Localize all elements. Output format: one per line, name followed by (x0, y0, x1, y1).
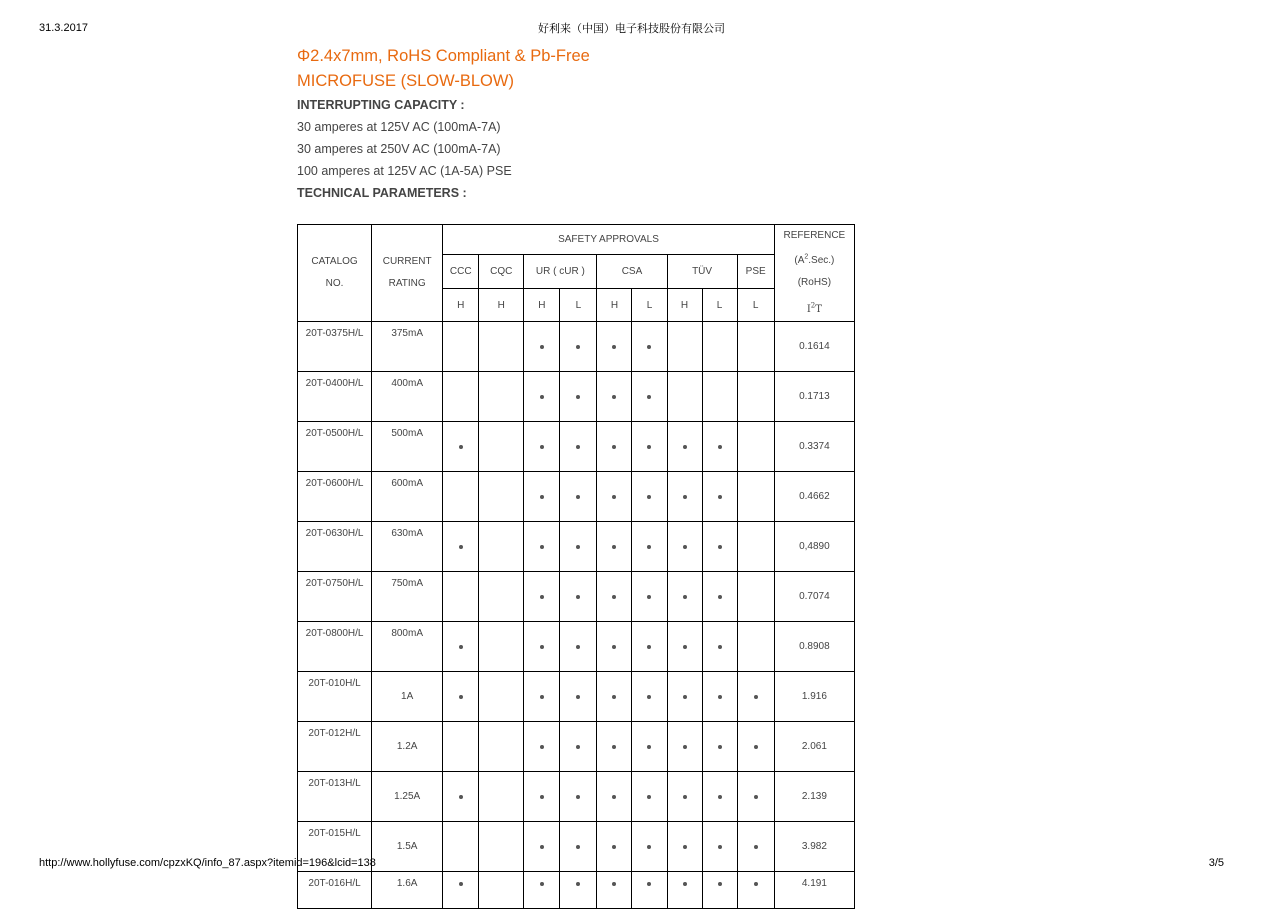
sub-label: L (702, 289, 737, 321)
catalog-number: 20T-0750H/L (298, 571, 372, 621)
agency-ur: UR ( cUR ) (524, 255, 597, 289)
approved-dot-icon (612, 545, 616, 549)
approval-cell (479, 821, 524, 871)
current-rating: 1.2A (372, 721, 443, 771)
table-row (298, 621, 855, 671)
approved-dot-icon (540, 445, 544, 449)
approval-cell (443, 721, 479, 771)
approval-cell (597, 621, 632, 671)
approval-cell (479, 721, 524, 771)
approval-cell (737, 421, 774, 471)
reference-value: 0.7074 (774, 571, 854, 621)
approval-cell (667, 321, 702, 371)
sub-label: L (560, 289, 597, 321)
approval-cell (560, 421, 597, 471)
current-header-line1: CURRENT (382, 255, 432, 267)
approval-cell (479, 871, 524, 908)
footer-url[interactable]: http://www.hollyfuse.com/cpzxKQ/info_87.aspx?itemid=196&lcid=138 (39, 857, 376, 869)
approval-cell (632, 821, 667, 871)
approval-cell (560, 621, 597, 671)
approved-dot-icon (612, 845, 616, 849)
current-rating: 1A (372, 671, 443, 721)
approval-cell (632, 521, 667, 571)
approval-cell (560, 671, 597, 721)
reference-i2t: $I^2T$ (806, 301, 822, 315)
approval-cell (560, 871, 597, 908)
current-rating: 630mA (372, 521, 443, 571)
approved-dot-icon (718, 445, 722, 449)
approval-cell (667, 571, 702, 621)
approved-dot-icon (683, 795, 687, 799)
approved-dot-icon (540, 495, 544, 499)
approval-cell (443, 571, 479, 621)
current-rating: 1.25A (372, 771, 443, 821)
interrupting-line: 100 amperes at 125V AC (1A-5A) PSE (297, 164, 512, 178)
table-row (298, 421, 855, 471)
approval-cell (702, 521, 737, 571)
approval-cell (443, 521, 479, 571)
approval-cell (524, 421, 560, 471)
approved-dot-icon (540, 795, 544, 799)
agency-csa: CSA (597, 255, 667, 289)
approval-cell (667, 771, 702, 821)
sub-label: L (737, 289, 774, 321)
product-subtitle: MICROFUSE (SLOW-BLOW) (297, 72, 514, 90)
approval-cell (737, 871, 774, 908)
approval-cell (667, 521, 702, 571)
approved-dot-icon (647, 595, 651, 599)
approved-dot-icon (612, 395, 616, 399)
approval-cell (597, 871, 632, 908)
approval-cell (702, 321, 737, 371)
reference-header (774, 225, 854, 322)
approval-cell (524, 371, 560, 421)
catalog-header-line2: NO. (325, 277, 344, 289)
approval-cell (737, 671, 774, 721)
approved-dot-icon (576, 545, 580, 549)
catalog-number: 20T-0600H/L (298, 471, 372, 521)
approval-cell (597, 771, 632, 821)
catalog-number: 20T-0400H/L (298, 371, 372, 421)
approved-dot-icon (540, 345, 544, 349)
approval-cell (524, 671, 560, 721)
approved-dot-icon (647, 845, 651, 849)
sub-label: H (443, 289, 479, 321)
approval-cell (667, 871, 702, 908)
approval-cell (667, 421, 702, 471)
approved-dot-icon (576, 695, 580, 699)
approval-cell (702, 871, 737, 908)
catalog-number: 20T-015H/L (298, 821, 372, 871)
approved-dot-icon (754, 845, 758, 849)
approved-dot-icon (718, 845, 722, 849)
approval-cell (737, 521, 774, 571)
approval-cell (443, 771, 479, 821)
approval-cell (597, 371, 632, 421)
approval-cell (597, 471, 632, 521)
approval-cell (479, 571, 524, 621)
product-title: Φ2.4x7mm, RoHS Compliant & Pb-Free (297, 47, 590, 65)
approval-cell (737, 571, 774, 621)
catalog-number: 20T-012H/L (298, 721, 372, 771)
approved-dot-icon (754, 882, 758, 886)
approval-cell (702, 421, 737, 471)
sub-label: H (667, 289, 702, 321)
approval-cell (737, 321, 774, 371)
approval-cell (443, 821, 479, 871)
agency-ccc: CCC (443, 255, 479, 289)
agency-cqc: CQC (479, 255, 524, 289)
table-row (298, 521, 855, 571)
reference-value: 1.916 (774, 671, 854, 721)
print-date: 31.3.2017 (39, 22, 88, 34)
page-number: 3/5 (1208, 857, 1224, 869)
table-row (298, 771, 855, 821)
approved-dot-icon (459, 882, 463, 886)
approval-cell (597, 521, 632, 571)
approved-dot-icon (683, 695, 687, 699)
approved-dot-icon (647, 445, 651, 449)
approved-dot-icon (683, 645, 687, 649)
approval-cell (524, 771, 560, 821)
approval-cell (667, 621, 702, 671)
table-row (298, 671, 855, 721)
approved-dot-icon (459, 795, 463, 799)
approved-dot-icon (754, 795, 758, 799)
approval-cell (667, 721, 702, 771)
approval-cell (632, 771, 667, 821)
approved-dot-icon (683, 445, 687, 449)
approved-dot-icon (647, 395, 651, 399)
approved-dot-icon (683, 745, 687, 749)
approval-cell (524, 521, 560, 571)
company-name: 好利来（中国）电子科技股份有限公司 (538, 22, 725, 35)
agency-tuv: TÜV (667, 255, 737, 289)
approved-dot-icon (647, 795, 651, 799)
approved-dot-icon (576, 882, 580, 886)
safety-approvals-header: SAFETY APPROVALS (443, 225, 775, 255)
approved-dot-icon (718, 495, 722, 499)
reference-value: 0.1713 (774, 371, 854, 421)
current-rating: 1.6A (372, 871, 443, 908)
interrupting-line: 30 amperes at 125V AC (100mA-7A) (297, 120, 501, 134)
table-row (298, 321, 855, 371)
reference-value: 2.061 (774, 721, 854, 771)
approved-dot-icon (612, 595, 616, 599)
current-rating: 800mA (372, 621, 443, 671)
current-rating: 750mA (372, 571, 443, 621)
approved-dot-icon (718, 745, 722, 749)
approval-cell (524, 571, 560, 621)
reference-value: 0.1614 (774, 321, 854, 371)
approved-dot-icon (683, 545, 687, 549)
current-rating: 400mA (372, 371, 443, 421)
approved-dot-icon (540, 695, 544, 699)
approval-cell (632, 471, 667, 521)
approval-cell (702, 721, 737, 771)
approval-cell (702, 571, 737, 621)
approved-dot-icon (683, 495, 687, 499)
catalog-number: 20T-0800H/L (298, 621, 372, 671)
approval-cell (479, 771, 524, 821)
approval-cell (597, 721, 632, 771)
approved-dot-icon (576, 795, 580, 799)
interrupting-heading: INTERRUPTING CAPACITY : (297, 98, 465, 112)
reference-value: 2.139 (774, 771, 854, 821)
technical-heading: TECHNICAL PARAMETERS : (297, 186, 467, 200)
approved-dot-icon (459, 545, 463, 549)
catalog-number: 20T-016H/L (298, 871, 372, 908)
approval-cell (632, 871, 667, 908)
approved-dot-icon (576, 495, 580, 499)
approved-dot-icon (647, 882, 651, 886)
approval-cell (443, 421, 479, 471)
approved-dot-icon (647, 345, 651, 349)
approved-dot-icon (459, 695, 463, 699)
approval-cell (560, 821, 597, 871)
approval-cell (560, 471, 597, 521)
approval-cell (632, 621, 667, 671)
approved-dot-icon (576, 645, 580, 649)
approval-cell (443, 671, 479, 721)
technical-parameters-table (297, 224, 855, 909)
approval-cell (597, 671, 632, 721)
approval-cell (702, 821, 737, 871)
approved-dot-icon (647, 745, 651, 749)
table-row (298, 571, 855, 621)
approval-cell (560, 721, 597, 771)
table-row (298, 871, 855, 908)
approval-cell (597, 421, 632, 471)
approval-cell (560, 771, 597, 821)
approved-dot-icon (718, 545, 722, 549)
sub-label: H (479, 289, 524, 321)
approved-dot-icon (683, 845, 687, 849)
approval-cell (479, 671, 524, 721)
current-header-line2: RATING (388, 277, 426, 289)
approval-cell (737, 771, 774, 821)
current-rating: 375mA (372, 321, 443, 371)
approval-cell (443, 371, 479, 421)
approved-dot-icon (718, 695, 722, 699)
approval-cell (479, 621, 524, 671)
approval-cell (479, 321, 524, 371)
approval-cell (667, 371, 702, 421)
current-header (372, 225, 443, 322)
approval-cell (632, 671, 667, 721)
approved-dot-icon (718, 595, 722, 599)
approved-dot-icon (683, 882, 687, 886)
approval-cell (632, 321, 667, 371)
reference-value: 3.982 (774, 821, 854, 871)
approval-cell (737, 471, 774, 521)
sub-label: H (524, 289, 560, 321)
current-rating: 600mA (372, 471, 443, 521)
table-row (298, 821, 855, 871)
catalog-number: 20T-0630H/L (298, 521, 372, 571)
table-row (298, 721, 855, 771)
approval-cell (737, 371, 774, 421)
reference-rohs: (RoHS) (797, 277, 832, 289)
approval-cell (443, 471, 479, 521)
approval-cell (524, 821, 560, 871)
approved-dot-icon (754, 695, 758, 699)
approved-dot-icon (754, 745, 758, 749)
interrupting-line: 30 amperes at 250V AC (100mA-7A) (297, 142, 501, 156)
catalog-header-line1: CATALOG (311, 255, 358, 267)
approval-cell (479, 521, 524, 571)
approval-cell (524, 321, 560, 371)
approved-dot-icon (612, 882, 616, 886)
approval-cell (479, 371, 524, 421)
approval-cell (479, 471, 524, 521)
approval-cell (597, 821, 632, 871)
approval-cell (560, 371, 597, 421)
approved-dot-icon (576, 595, 580, 599)
catalog-number: 20T-010H/L (298, 671, 372, 721)
approved-dot-icon (718, 882, 722, 886)
approved-dot-icon (540, 882, 544, 886)
approval-cell (667, 821, 702, 871)
current-rating: 500mA (372, 421, 443, 471)
approved-dot-icon (459, 445, 463, 449)
approval-cell (702, 671, 737, 721)
approved-dot-icon (612, 695, 616, 699)
approved-dot-icon (612, 495, 616, 499)
approved-dot-icon (683, 595, 687, 599)
approval-cell (702, 371, 737, 421)
catalog-number: 20T-0500H/L (298, 421, 372, 471)
approval-cell (702, 771, 737, 821)
approved-dot-icon (540, 395, 544, 399)
approved-dot-icon (540, 545, 544, 549)
approval-cell (443, 871, 479, 908)
approved-dot-icon (647, 645, 651, 649)
current-rating: 1.5A (372, 821, 443, 871)
agency-pse: PSE (737, 255, 774, 289)
product-description (297, 44, 897, 204)
approved-dot-icon (576, 845, 580, 849)
approved-dot-icon (576, 445, 580, 449)
approved-dot-icon (576, 395, 580, 399)
approval-cell (524, 721, 560, 771)
approved-dot-icon (718, 795, 722, 799)
table-row (298, 471, 855, 521)
approval-cell (667, 671, 702, 721)
approved-dot-icon (612, 745, 616, 749)
approved-dot-icon (540, 745, 544, 749)
approved-dot-icon (540, 845, 544, 849)
approval-cell (667, 471, 702, 521)
approved-dot-icon (612, 645, 616, 649)
approval-cell (632, 721, 667, 771)
approval-cell (737, 821, 774, 871)
approval-cell (737, 721, 774, 771)
approval-cell (443, 621, 479, 671)
approval-cell (632, 571, 667, 621)
approved-dot-icon (576, 345, 580, 349)
approval-cell (597, 571, 632, 621)
reference-value: 0,4890 (774, 521, 854, 571)
approval-cell (560, 571, 597, 621)
approval-cell (702, 471, 737, 521)
reference-header-line1: REFERENCE (783, 230, 846, 241)
approved-dot-icon (576, 745, 580, 749)
catalog-header (298, 225, 372, 322)
approval-cell (632, 421, 667, 471)
approval-cell (737, 621, 774, 671)
approved-dot-icon (540, 595, 544, 599)
approved-dot-icon (718, 645, 722, 649)
approval-cell (632, 371, 667, 421)
approved-dot-icon (612, 795, 616, 799)
approved-dot-icon (540, 645, 544, 649)
reference-value: 0.3374 (774, 421, 854, 471)
reference-unit: $(A^2.Sec.)$ (794, 254, 835, 267)
catalog-number: 20T-013H/L (298, 771, 372, 821)
approved-dot-icon (459, 645, 463, 649)
approved-dot-icon (647, 695, 651, 699)
approval-cell (702, 621, 737, 671)
approval-cell (597, 321, 632, 371)
reference-value: 4.191 (774, 871, 854, 908)
reference-value: 0.4662 (774, 471, 854, 521)
approved-dot-icon (612, 445, 616, 449)
approved-dot-icon (647, 545, 651, 549)
reference-value: 0.8908 (774, 621, 854, 671)
approval-cell (524, 871, 560, 908)
approval-cell (560, 521, 597, 571)
catalog-number: 20T-0375H/L (298, 321, 372, 371)
approval-cell (479, 421, 524, 471)
table-row (298, 371, 855, 421)
sub-label: H (597, 289, 632, 321)
approved-dot-icon (612, 345, 616, 349)
approval-cell (560, 321, 597, 371)
approval-cell (524, 471, 560, 521)
sub-label: L (632, 289, 667, 321)
approval-cell (443, 321, 479, 371)
approved-dot-icon (647, 495, 651, 499)
approval-cell (524, 621, 560, 671)
